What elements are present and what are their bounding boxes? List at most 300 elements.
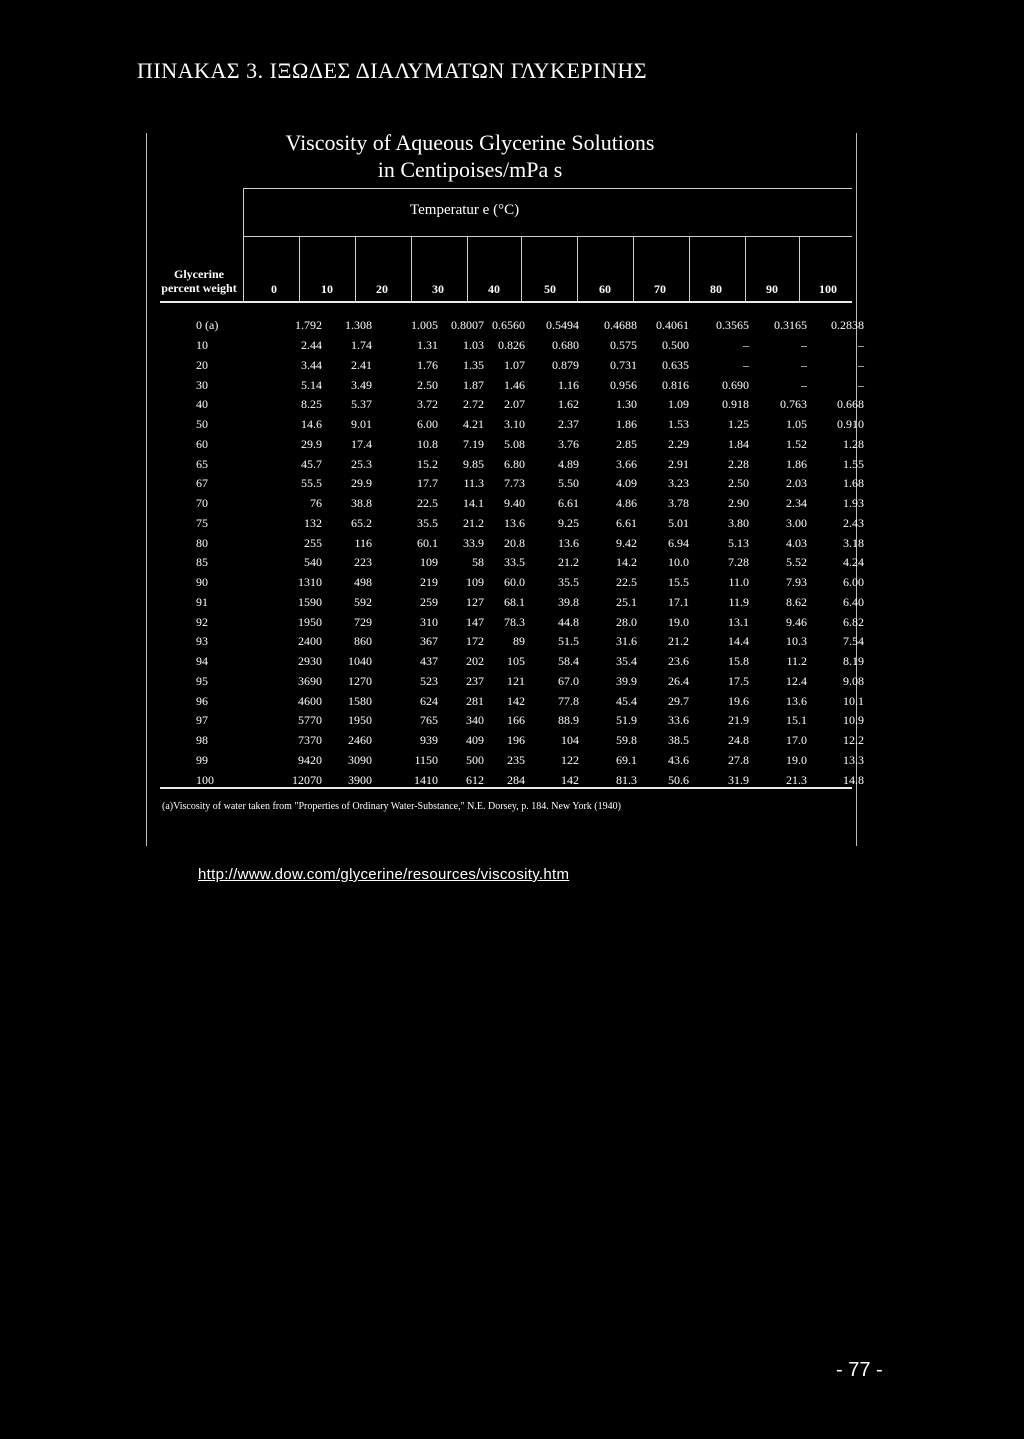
viscosity-cell: 60.1 (417, 535, 438, 550)
viscosity-cell: – (801, 377, 807, 392)
viscosity-cell: 4.03 (786, 535, 807, 550)
viscosity-cell: 59.8 (616, 733, 637, 748)
viscosity-cell: 2.28 (728, 456, 749, 471)
viscosity-cell: 8.62 (786, 594, 807, 609)
viscosity-cell: 11.9 (728, 594, 749, 609)
viscosity-cell: 1040 (348, 654, 372, 669)
glycerine-percent-cell: 98 (196, 733, 208, 748)
viscosity-cell: 17.0 (786, 733, 807, 748)
viscosity-cell: 38.5 (668, 733, 689, 748)
viscosity-cell: 28.0 (616, 614, 637, 629)
viscosity-cell: 5.13 (728, 535, 749, 550)
viscosity-cell: 55.5 (301, 476, 322, 491)
viscosity-cell: 2.07 (504, 397, 525, 412)
viscosity-cell: 11.3 (463, 476, 484, 491)
viscosity-cell: 142 (507, 693, 525, 708)
viscosity-cell: 22.5 (417, 496, 438, 511)
viscosity-cell: 3690 (298, 673, 322, 688)
viscosity-cell: 105 (507, 654, 525, 669)
glycerine-percent-cell: 0 (a) (196, 318, 219, 333)
temp-header-0: 0 (271, 282, 277, 296)
viscosity-cell: 0.500 (662, 338, 689, 353)
viscosity-cell: 15.1 (786, 713, 807, 728)
viscosity-cell: 1270 (348, 673, 372, 688)
viscosity-cell: 8.25 (301, 397, 322, 412)
viscosity-cell: 2.29 (668, 436, 689, 451)
temp-col-line (299, 236, 300, 301)
glycerine-percent-cell: 10 (196, 338, 208, 353)
viscosity-cell: 6.61 (616, 515, 637, 530)
viscosity-cell: 58 (472, 555, 484, 570)
viscosity-cell: 6.94 (668, 535, 689, 550)
glycerine-percent-cell: 65 (196, 456, 208, 471)
viscosity-cell: 2400 (298, 634, 322, 649)
viscosity-cell: 1.25 (728, 417, 749, 432)
viscosity-cell: 612 (466, 772, 484, 787)
viscosity-cell: 6.00 (843, 575, 864, 590)
table-row (160, 336, 864, 356)
table-row (160, 573, 864, 593)
glycerine-percent-cell: 91 (196, 594, 208, 609)
viscosity-cell: 9.01 (351, 417, 372, 432)
viscosity-cell: 76 (310, 496, 322, 511)
page-number: - 77 - (836, 1359, 883, 1381)
table-row (160, 770, 864, 790)
viscosity-cell: 77.8 (558, 693, 579, 708)
viscosity-cell: 127 (466, 594, 484, 609)
viscosity-cell: 2.50 (417, 377, 438, 392)
viscosity-cell: 39.9 (616, 673, 637, 688)
viscosity-cell: 69.1 (616, 752, 637, 767)
viscosity-cell: 5.08 (504, 436, 525, 451)
viscosity-cell: 4.89 (558, 456, 579, 471)
viscosity-cell: 4.24 (843, 555, 864, 570)
viscosity-cell: 1.35 (463, 357, 484, 372)
viscosity-cell: 35.5 (417, 515, 438, 530)
viscosity-cell: 1.52 (786, 436, 807, 451)
table-row (160, 415, 864, 435)
viscosity-cell: 13.6 (558, 535, 579, 550)
temp-header-90: 90 (766, 282, 778, 296)
source-link[interactable]: http://www.dow.com/glycerine/resources/viscosity.htm (198, 866, 570, 883)
viscosity-cell: 0.910 (837, 417, 864, 432)
viscosity-cell: 3.23 (668, 476, 689, 491)
viscosity-cell: 43.6 (668, 752, 689, 767)
table-row (160, 652, 864, 672)
viscosity-cell: 2.37 (558, 417, 579, 432)
viscosity-cell: 78.3 (504, 614, 525, 629)
rule-under-header (160, 301, 852, 303)
viscosity-cell: 2.41 (351, 357, 372, 372)
viscosity-cell: 7.93 (786, 575, 807, 590)
table-row (160, 514, 864, 534)
viscosity-cell: 33.5 (504, 555, 525, 570)
viscosity-cell: 1410 (414, 772, 438, 787)
viscosity-cell: 45.7 (301, 456, 322, 471)
viscosity-cell: 116 (354, 535, 372, 550)
viscosity-cell: 729 (354, 614, 372, 629)
viscosity-cell: 0.3165 (774, 318, 807, 333)
viscosity-cell: 3090 (348, 752, 372, 767)
viscosity-cell: 17.7 (417, 476, 438, 491)
temp-col-line (577, 236, 578, 301)
viscosity-cell: 25.3 (351, 456, 372, 471)
glycerine-percent-cell: 67 (196, 476, 208, 491)
viscosity-cell: 35.4 (616, 654, 637, 669)
viscosity-cell: 2.50 (728, 476, 749, 491)
viscosity-cell: 1150 (414, 752, 438, 767)
viscosity-cell: 29.7 (668, 693, 689, 708)
viscosity-cell: 21.3 (786, 772, 807, 787)
glycerine-percent-cell: 70 (196, 496, 208, 511)
viscosity-cell: 0.918 (722, 397, 749, 412)
viscosity-cell: 2460 (348, 733, 372, 748)
viscosity-cell: 0.575 (610, 338, 637, 353)
viscosity-cell: 45.4 (616, 693, 637, 708)
viscosity-cell: 1590 (298, 594, 322, 609)
viscosity-cell: 8.19 (843, 654, 864, 669)
viscosity-cell: 172 (466, 634, 484, 649)
viscosity-cell: 26.4 (668, 673, 689, 688)
viscosity-cell: 31.6 (616, 634, 637, 649)
viscosity-cell: 5.50 (558, 476, 579, 491)
rule-under-temperature (243, 236, 852, 237)
viscosity-cell: 0.6560 (492, 318, 525, 333)
viscosity-cell: 3.76 (558, 436, 579, 451)
viscosity-cell: – (858, 377, 864, 392)
table-row (160, 612, 864, 632)
viscosity-cell: 6.80 (504, 456, 525, 471)
viscosity-cell: 281 (466, 693, 484, 708)
viscosity-cell: 12070 (292, 772, 322, 787)
viscosity-cell: 68.1 (504, 594, 525, 609)
table-row (160, 316, 864, 336)
viscosity-cell: 4600 (298, 693, 322, 708)
viscosity-cell: 4.09 (616, 476, 637, 491)
glycerine-percent-cell: 80 (196, 535, 208, 550)
viscosity-cell: 29.9 (301, 436, 322, 451)
viscosity-cell: 3900 (348, 772, 372, 787)
viscosity-cell: 19.6 (728, 693, 749, 708)
viscosity-cell: 437 (420, 654, 438, 669)
viscosity-cell: 1.31 (417, 338, 438, 353)
glycerine-percent-cell: 60 (196, 436, 208, 451)
viscosity-cell: 22.5 (616, 575, 637, 590)
glycerine-percent-cell: 97 (196, 713, 208, 728)
viscosity-cell: 9.40 (504, 496, 525, 511)
viscosity-cell: 2930 (298, 654, 322, 669)
viscosity-cell: 35.5 (558, 575, 579, 590)
viscosity-cell: 0.956 (610, 377, 637, 392)
viscosity-cell: 624 (420, 693, 438, 708)
viscosity-cell: 0.635 (662, 357, 689, 372)
viscosity-cell: 1.87 (463, 377, 484, 392)
viscosity-cell: 25.1 (616, 594, 637, 609)
viscosity-cell: 498 (354, 575, 372, 590)
viscosity-cell: 5770 (298, 713, 322, 728)
viscosity-cell: 17.1 (668, 594, 689, 609)
viscosity-cell: 109 (466, 575, 484, 590)
table-row (160, 356, 864, 376)
table-title-line2: in Centipoises/mPa s (377, 157, 563, 182)
viscosity-cell: 939 (420, 733, 438, 748)
temp-col-line (689, 236, 690, 301)
viscosity-cell: 50.6 (668, 772, 689, 787)
viscosity-cell: 1.53 (668, 417, 689, 432)
temp-col-line (467, 236, 468, 301)
viscosity-cell: 1.09 (668, 397, 689, 412)
viscosity-cell: 9.85 (463, 456, 484, 471)
viscosity-cell: 3.44 (301, 357, 322, 372)
glycerine-percent-cell: 92 (196, 614, 208, 629)
header-divider (243, 188, 244, 301)
viscosity-cell: – (743, 338, 749, 353)
viscosity-cell: 33.6 (668, 713, 689, 728)
glycerine-percent-cell: 99 (196, 752, 208, 767)
glycerine-percent-cell: 85 (196, 555, 208, 570)
viscosity-cell: 23.6 (668, 654, 689, 669)
viscosity-cell: 7370 (298, 733, 322, 748)
glycerine-percent-cell: 75 (196, 515, 208, 530)
viscosity-cell: 15.2 (417, 456, 438, 471)
viscosity-cell: 21.9 (728, 713, 749, 728)
viscosity-cell: 14.6 (301, 417, 322, 432)
temp-col-line (745, 236, 746, 301)
viscosity-cell: 0.763 (780, 397, 807, 412)
viscosity-cell: 11.0 (728, 575, 749, 590)
table-row (160, 751, 864, 771)
viscosity-cell: 33.9 (463, 535, 484, 550)
viscosity-cell: 104 (561, 733, 579, 748)
viscosity-cell: 14.8 (843, 772, 864, 787)
viscosity-cell: 3.18 (843, 535, 864, 550)
rule-under-title (243, 188, 852, 189)
viscosity-cell: 0.879 (552, 357, 579, 372)
table-row (160, 375, 864, 395)
viscosity-cell: 255 (304, 535, 322, 550)
viscosity-cell: 3.80 (728, 515, 749, 530)
viscosity-cell: – (801, 338, 807, 353)
viscosity-cell: 7.54 (843, 634, 864, 649)
viscosity-cell: 6.82 (843, 614, 864, 629)
viscosity-cell: 19.0 (668, 614, 689, 629)
viscosity-cell: 19.0 (786, 752, 807, 767)
glycerine-percent-cell: 40 (196, 397, 208, 412)
viscosity-cell: 4.86 (616, 496, 637, 511)
viscosity-cell: 2.34 (786, 496, 807, 511)
viscosity-cell: 15.5 (668, 575, 689, 590)
viscosity-cell: 1.84 (728, 436, 749, 451)
viscosity-cell: 1.68 (843, 476, 864, 491)
viscosity-cell: 24.8 (728, 733, 749, 748)
viscosity-cell: 2.90 (728, 496, 749, 511)
viscosity-cell: 1950 (348, 713, 372, 728)
glycerine-percent-cell: 93 (196, 634, 208, 649)
viscosity-cell: 3.66 (616, 456, 637, 471)
viscosity-cell: 3.78 (668, 496, 689, 511)
viscosity-cell: 860 (354, 634, 372, 649)
viscosity-cell: 0.690 (722, 377, 749, 392)
viscosity-cell: 6.00 (417, 417, 438, 432)
table-row (160, 711, 864, 731)
viscosity-cell: 765 (420, 713, 438, 728)
viscosity-cell: 1.07 (504, 357, 525, 372)
viscosity-cell: 1.28 (843, 436, 864, 451)
viscosity-cell: 122 (561, 752, 579, 767)
temp-col-line (355, 236, 356, 301)
temp-header-50: 50 (544, 282, 556, 296)
viscosity-cell: 340 (466, 713, 484, 728)
viscosity-cell: 13.6 (504, 515, 525, 530)
temperature-label: Temperatur e (°C) (410, 202, 520, 218)
viscosity-cell: 5.52 (786, 555, 807, 570)
viscosity-cell: 2.43 (843, 515, 864, 530)
viscosity-cell: 1.55 (843, 456, 864, 471)
viscosity-cell: 17.5 (728, 673, 749, 688)
viscosity-cell: 44.8 (558, 614, 579, 629)
viscosity-cell: 132 (304, 515, 322, 530)
viscosity-cell: 1.86 (616, 417, 637, 432)
viscosity-cell: 1.16 (558, 377, 579, 392)
viscosity-cell: 2.03 (786, 476, 807, 491)
temp-header-30: 30 (432, 282, 444, 296)
viscosity-cell: 0.731 (610, 357, 637, 372)
viscosity-cell: 15.8 (728, 654, 749, 669)
viscosity-cell: 51.5 (558, 634, 579, 649)
viscosity-cell: 121 (507, 673, 525, 688)
viscosity-cell: 65.2 (351, 515, 372, 530)
viscosity-cell: 0.3565 (716, 318, 749, 333)
viscosity-cell: 523 (420, 673, 438, 688)
table-row (160, 672, 864, 692)
viscosity-cell: 21.2 (558, 555, 579, 570)
viscosity-cell: 9.25 (558, 515, 579, 530)
viscosity-cell: 13.3 (843, 752, 864, 767)
table-row (160, 454, 864, 474)
viscosity-cell: 1.05 (786, 417, 807, 432)
temp-header-70: 70 (654, 282, 666, 296)
viscosity-cell: 500 (466, 752, 484, 767)
viscosity-cell: 31.9 (728, 772, 749, 787)
glycerine-percent-cell: 50 (196, 417, 208, 432)
viscosity-cell: 10.0 (668, 555, 689, 570)
viscosity-cell: – (858, 338, 864, 353)
viscosity-cell: 12.4 (786, 673, 807, 688)
viscosity-cell: 0.680 (552, 338, 579, 353)
viscosity-cell: 0.5494 (546, 318, 579, 333)
viscosity-cell: 51.9 (616, 713, 637, 728)
viscosity-cell: 166 (507, 713, 525, 728)
viscosity-cell: 0.4688 (604, 318, 637, 333)
table-row (160, 632, 864, 652)
viscosity-cell: 9.08 (843, 673, 864, 688)
viscosity-cell: – (743, 357, 749, 372)
viscosity-cell: 60.0 (504, 575, 525, 590)
viscosity-cell: 1.308 (345, 318, 372, 333)
footnote: (a)Viscosity of water taken from "Properties of Ordinary Water-Substance," N.E. Dorsey, p. 184. New York (1940) (162, 801, 621, 812)
viscosity-cell: 223 (354, 555, 372, 570)
viscosity-cell: 284 (507, 772, 525, 787)
viscosity-cell: 1.62 (558, 397, 579, 412)
viscosity-cell: 1.03 (463, 338, 484, 353)
viscosity-cell: 1.792 (295, 318, 322, 333)
viscosity-cell: 0.2838 (831, 318, 864, 333)
viscosity-cell: 20.8 (504, 535, 525, 550)
viscosity-cell: 1.30 (616, 397, 637, 412)
viscosity-cell: 202 (466, 654, 484, 669)
viscosity-cell: 540 (304, 555, 322, 570)
viscosity-cell: 38.8 (351, 496, 372, 511)
viscosity-cell: 219 (420, 575, 438, 590)
viscosity-cell: 1.46 (504, 377, 525, 392)
viscosity-cell: 21.2 (668, 634, 689, 649)
viscosity-cell: 1580 (348, 693, 372, 708)
table-row (160, 691, 864, 711)
page-header: ΠΙΝΑΚΑΣ 3. ΙΞΩΔΕΣ ΔΙΑΛΥΜΑΤΩΝ ΓΛΥΚΕΡΙΝΗΣ (137, 58, 648, 83)
temp-header-80: 80 (710, 282, 722, 296)
viscosity-cell: 7.19 (463, 436, 484, 451)
viscosity-cell: 4.21 (463, 417, 484, 432)
viscosity-cell: 1.74 (351, 338, 372, 353)
viscosity-cell: 259 (420, 594, 438, 609)
viscosity-cell: 310 (420, 614, 438, 629)
viscosity-cell: 592 (354, 594, 372, 609)
viscosity-cell: 2.85 (616, 436, 637, 451)
glycerine-percent-cell: 100 (196, 772, 214, 787)
glycerine-percent-cell: 90 (196, 575, 208, 590)
glycerine-label: Glycerine percent weight (161, 267, 237, 295)
viscosity-cell: 17.4 (351, 436, 372, 451)
viscosity-cell: 2.91 (668, 456, 689, 471)
table-row (160, 435, 864, 455)
viscosity-cell: 14.4 (728, 634, 749, 649)
viscosity-cell: 1950 (298, 614, 322, 629)
viscosity-cell: 0.826 (498, 338, 525, 353)
viscosity-cell: 7.28 (728, 555, 749, 570)
viscosity-cell: 3.00 (786, 515, 807, 530)
viscosity-cell: 10.3 (786, 634, 807, 649)
viscosity-cell: 10.9 (843, 713, 864, 728)
viscosity-cell: 196 (507, 733, 525, 748)
viscosity-cell: 11.2 (786, 654, 807, 669)
viscosity-cell: 2.72 (463, 397, 484, 412)
temp-col-line (633, 236, 634, 301)
temp-header-20: 20 (376, 282, 388, 296)
viscosity-cell: 0.668 (837, 397, 864, 412)
table-row (160, 474, 864, 494)
viscosity-cell: 39.8 (558, 594, 579, 609)
temp-header-40: 40 (488, 282, 500, 296)
viscosity-cell: 3.10 (504, 417, 525, 432)
viscosity-cell: 27.8 (728, 752, 749, 767)
viscosity-cell: 409 (466, 733, 484, 748)
viscosity-cell: 0.4061 (656, 318, 689, 333)
glycerine-percent-cell: 96 (196, 693, 208, 708)
table-row (160, 593, 864, 613)
viscosity-cell: 13.1 (728, 614, 749, 629)
viscosity-cell: 3.49 (351, 377, 372, 392)
viscosity-cell: 10.8 (417, 436, 438, 451)
viscosity-cell: 0.816 (662, 377, 689, 392)
table-row (160, 533, 864, 553)
table-row (160, 553, 864, 573)
viscosity-cell: 88.9 (558, 713, 579, 728)
viscosity-table-body (160, 316, 864, 790)
temp-col-line (521, 236, 522, 301)
viscosity-cell: 1.86 (786, 456, 807, 471)
temp-header-10: 10 (321, 282, 333, 296)
viscosity-cell: 2.44 (301, 338, 322, 353)
